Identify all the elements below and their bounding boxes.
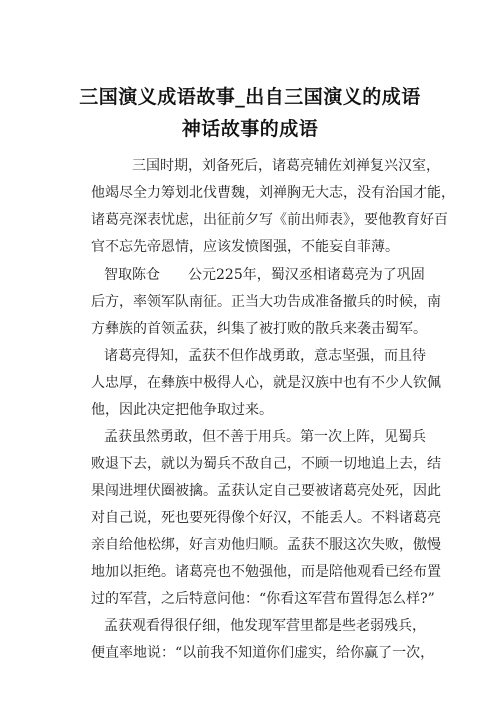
document-title-line-2: 神话故事的成语 <box>181 118 319 140</box>
body-line: 过的军营，之后特意问他：“你看这军营布置得怎么样?” <box>91 591 435 607</box>
body-line: 败退下去，就以为蜀兵不敌自己，不顾一切地追上去，结 <box>91 456 441 472</box>
body-line: 智取陈仓 公元225年，蜀汉丞相诸葛亮为了巩固 <box>104 267 425 283</box>
body-line: 果闯进埋伏圈被擒。孟获认定自己要被诸葛亮处死，因此 <box>91 483 441 499</box>
body-line: 人忠厚，在彝族中极得人心，就是汉族中也有不少人钦佩 <box>91 375 441 391</box>
body-line: 他，因此决定把他争取过来。 <box>91 402 273 418</box>
body-line: 诸葛亮深表忧虑，出征前夕写《前出师表》，要他教育好百 <box>91 212 448 228</box>
body-line: 对自己说，死也要死得像个好汉，不能丢人。不料诸葛亮 <box>91 510 441 526</box>
body-line: 孟获虽然勇敢，但不善于用兵。第一次上阵，见蜀兵 <box>104 429 426 445</box>
body-line: 孟获观看得很仔细，他发现军营里都是些老弱残兵， <box>104 618 426 634</box>
body-line: 地加以拒绝。诸葛亮也不勉强他，而是陪他观看已经布置 <box>91 564 441 580</box>
document-title-line-1: 三国演义成语故事_出自三国演义的成语 <box>79 86 421 108</box>
body-line: 后方，率领军队南征。正当大功告成准备撤兵的时候，南 <box>91 294 441 310</box>
body-line: 便直率地说：“以前我不知道你们虚实，给你赢了一次， <box>91 645 435 661</box>
body-line: 亲自给他松绑，好言劝他归顺。孟获不服这次失败，傲慢 <box>91 537 441 553</box>
body-line: 他竭尽全力筹划北伐曹魏，刘禅胸无大志，没有治国才能， <box>91 185 455 201</box>
body-line: 方彝族的首领孟获，纠集了被打败的散兵来袭击蜀军。 <box>91 321 427 337</box>
body-line: 诸葛亮得知，孟获不但作战勇敢，意志坚强，而且待 <box>104 348 426 364</box>
body-line: 官不忘先帝恩情，应该发愤图强，不能妄自菲薄。 <box>91 239 399 255</box>
body-line: 三国时期，刘备死后，诸葛亮辅佐刘禅复兴汉室， <box>132 158 440 174</box>
